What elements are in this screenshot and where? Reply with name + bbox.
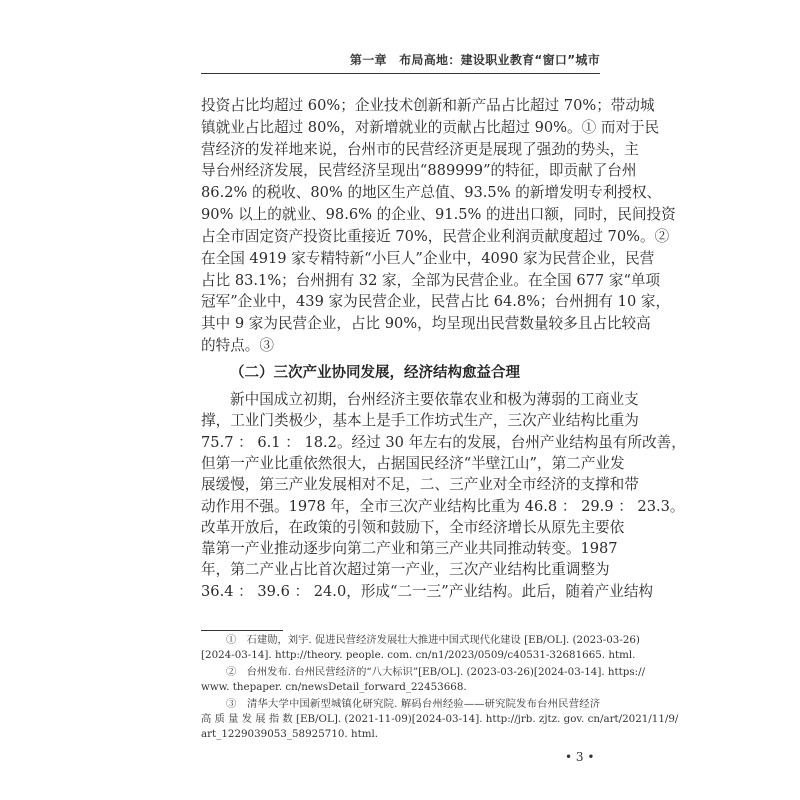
running-header: 第一章 布局高地：建设职业教育“窗口”城市	[349, 53, 600, 67]
footnote-divider	[201, 630, 283, 631]
paragraph-line: 但第一产业比重依然很大，占据国民经济“半壁江山”，第二产业发	[201, 454, 625, 472]
footnote-line: art_1229039053_58925710. html.	[201, 728, 379, 740]
header-divider	[201, 73, 600, 74]
paragraph-line: 改革开放后，在政策的引领和鼓励下，全市经济增长从原先主要依	[201, 518, 625, 536]
paragraph-line: 新中国成立初期，台州经济主要依靠农业和极为薄弱的工商业支	[230, 391, 639, 408]
paragraph-line: 36.4 ： 39.6 ： 24.0，形成“二一三”产业结构。此后，随着产业结构	[201, 582, 654, 600]
paragraph-line: 投资占比均超过 60%；企业技术创新和新产品占比超过 70%；带动城	[201, 97, 655, 114]
paragraph-line: 90% 以上的就业、98.6% 的企业、91.5% 的进出口额，同时，民间投资	[201, 206, 676, 224]
section-heading: （二）三次产业协同发展，经济结构愈益合理	[230, 365, 520, 381]
footnote-line: www. thepaper. cn/newsDetail_forward_22453668.	[201, 681, 467, 693]
page-number: • 3 •	[565, 750, 595, 764]
paragraph-line: 导台州经济发展，民营经济呈现出“889999”的特征，即贡献了台州	[201, 162, 637, 180]
paragraph-line: 展缓慢，第三产业发展相对不足，二、三产业对全市经济的支撑和带	[201, 476, 639, 494]
footnote-line: ② 台州发布. 台州民营经济的“八大标识”[EB/OL]. (2023-03-26)[2024-03-14]. https://	[226, 666, 646, 678]
paragraph-line: 占全市固定资产投资比重接近 70%，民营企业利润贡献度超过 70%。②	[201, 227, 670, 245]
paragraph-line: 营经济的发祥地来说，台州市的民营经济更是展现了强劲的势头，主	[201, 140, 639, 158]
paragraph-line: 冠军”企业中，439 家为民营企业，民营占比 64.8%；台州拥有 10 家，	[201, 293, 671, 311]
footnote-line: ① 石建勋，刘宇. 促进民营经济发展壮大推进中国式现代化建设 [EB/OL]. (2023-03-26)	[226, 634, 640, 646]
footnote-line: ③ 清华大学中国新型城镇化研究院. 解码台州经验——研究院发布台州民营经济	[226, 698, 600, 710]
paragraph-line: 动作用不强。1978 年，全市三次产业结构比重为 46.8 ： 29.9 ： 23.3。	[201, 497, 685, 515]
paragraph-line: 靠第一产业推动逐步向第二产业和第三产业共同推动转变。1987	[201, 540, 618, 558]
footnote-line: 高 质 量 发 展 指 数 [EB/OL]. (2021-11-09)[2024-03-14]. http://jrb. zjtz. gov. cn/art/2021/11/9/	[201, 713, 679, 725]
paragraph-line: 镇就业占比超过 80%，对新增就业的贡献占比超过 90%。① 而对于民	[201, 118, 660, 136]
paragraph-line: 年，第二产业占比首次超过第一产业，三次产业结构比重调整为	[201, 561, 610, 579]
paragraph-line: 在全国 4919 家专精特新“小巨人”企业中，4090 家为民营企业，民营	[201, 249, 655, 267]
paragraph-line: 的特点。③	[201, 337, 274, 354]
footnote-line: [2024-03-14]. http://theory. people. com. cn/n1/2023/0509/c40531-32681665. html.	[201, 649, 636, 661]
paragraph-line: 撑，工业门类极少，基本上是手工作坊式生产，三次产业结构比重为	[201, 412, 639, 430]
paragraph-line: 其中 9 家为民营企业，占比 90%，均呈现出民营数量较多且占比较高	[201, 315, 651, 333]
paragraph-line: 86.2% 的税收、80% 的地区生产总值、93.5% 的新增发明专利授权、	[201, 184, 662, 202]
paragraph-line: 占比 83.1%；台州拥有 32 家，全部为民营企业。在全国 677 家“单项	[201, 271, 661, 289]
paragraph-line: 75.7 ： 6.1 ： 18.2。经过 30 年左右的发展，台州产业结构虽有所改善，	[201, 433, 686, 451]
